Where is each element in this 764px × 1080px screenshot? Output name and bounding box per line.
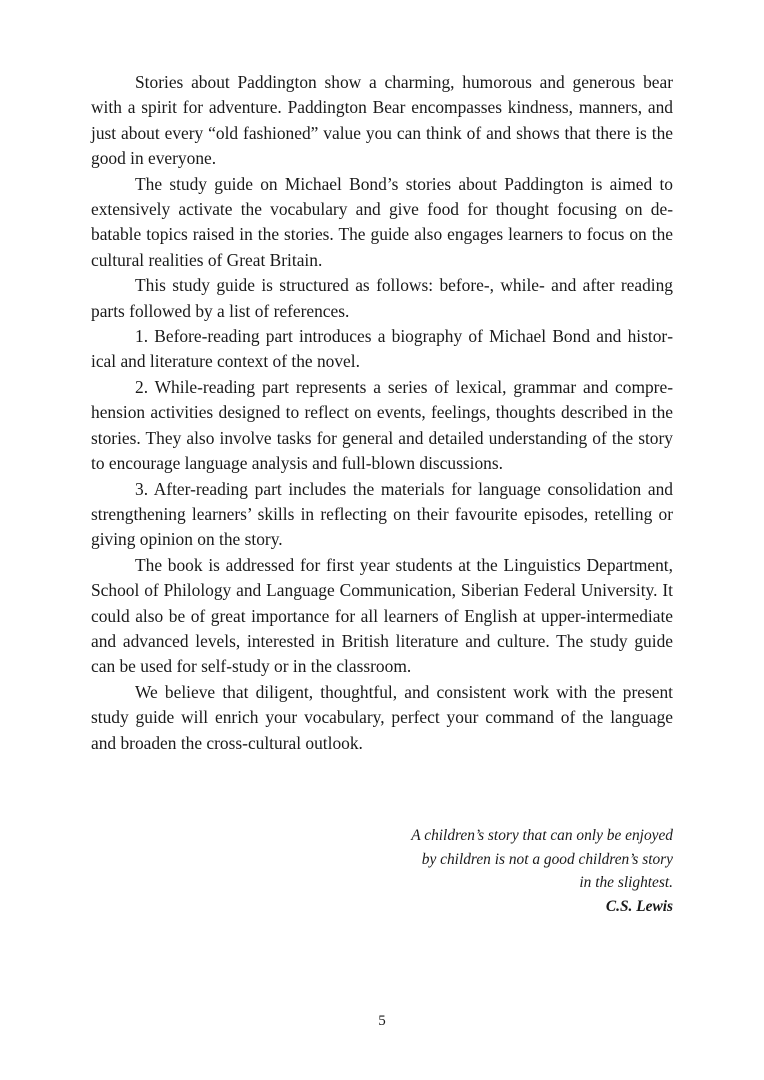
paragraph-before-reading: 1. Before-reading part introduces a biography of Michael Bond and historical and literature context of the novel. xyxy=(91,326,673,372)
epigraph xyxy=(411,824,673,918)
paragraph-structure: This study guide is structured as follows: before-, while- and after reading parts followed by a list of references. xyxy=(91,275,673,321)
paragraph-while-reading: 2. While-reading part represents a series of lexical, grammar and comprehension activities designed to reflect on events, feelings, thoughts described in the stories. They also involve tasks for general and detailed understanding of the story to encourage language analysis and full-blown discussions. xyxy=(91,376,673,474)
body-text xyxy=(91,70,673,756)
paragraph-audience: The book is addressed for first year students at the Linguistics Department, School of Philology and Language Communication, Siberian Federal University. It could also be of great importance for all learners of English at upper-intermediate and advanced levels, interested in British literature and culture. The study guide can be used for self-study or in the classroom. xyxy=(91,554,673,677)
epigraph-line: A children’s story that can only be enjoyed xyxy=(411,827,673,844)
paragraph-after-reading: 3. After-reading part includes the materials for language consolidation and strengthening learners’ skills in reflecting on their favourite episodes, retelling or giving opinion on the story. xyxy=(91,478,673,550)
paragraph-conclusion: We believe that diligent, thoughtful, and consistent work with the present study guide will enrich your vocabulary, perfect your command of the language and broaden the cross-cultural outlook. xyxy=(91,681,673,753)
epigraph-author: C.S. Lewis xyxy=(605,897,673,915)
epigraph-line: in the slightest. xyxy=(579,874,673,891)
epigraph-line: by children is not a good children’s story xyxy=(421,850,673,868)
page-number: 5 xyxy=(378,1013,386,1029)
paragraph-aim: The study guide on Michael Bond’s stories about Paddington is aimed to extensively activate the vocabulary and give food for thought focusing on debatable topics raised in the stories. The guide also engages learners to focus on the cultural realities of Great Britain. xyxy=(91,173,673,270)
paragraph-intro: Stories about Paddington show a charming, humorous and generous bear with a spirit for adventure. Paddington Bear encompasses kindness, manners, and just about every “old fashioned” value you can think of and shows that there is the good in everyone. xyxy=(91,72,673,169)
